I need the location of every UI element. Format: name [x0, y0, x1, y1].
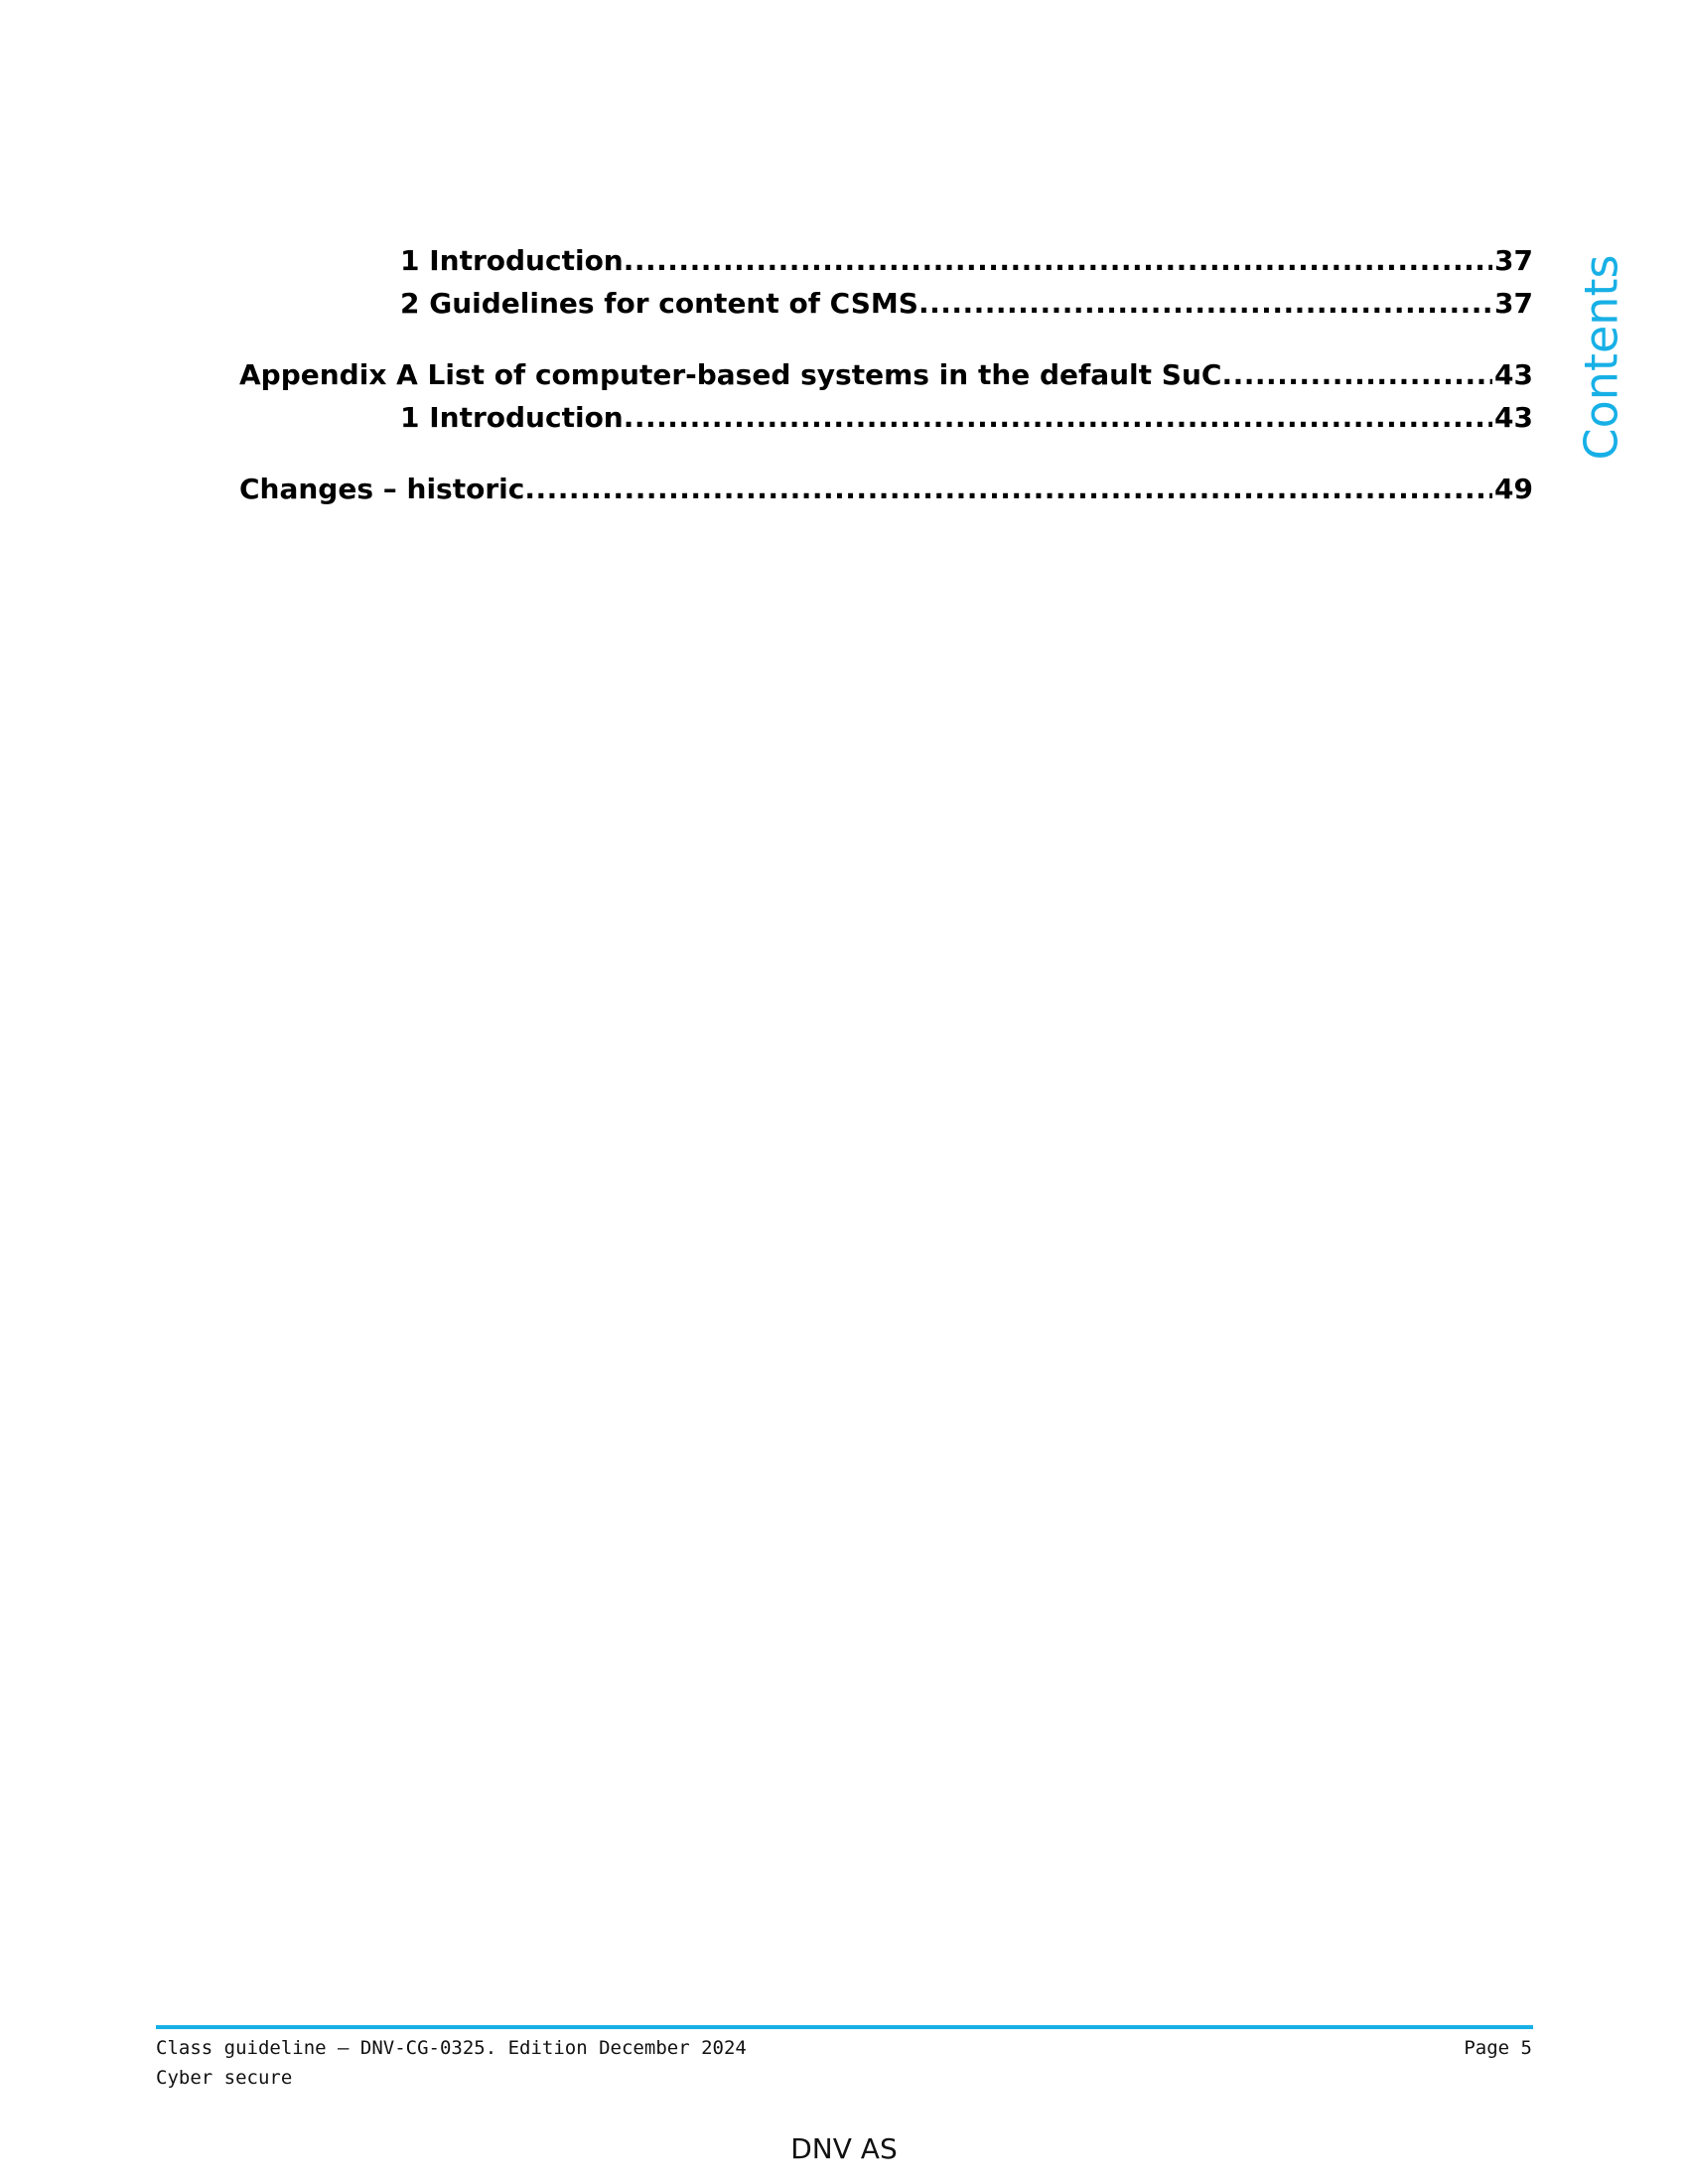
section-tab-contents — [1571, 254, 1630, 461]
toc-entry-page: 37 — [1494, 287, 1533, 320]
toc-entry-page: 49 — [1494, 473, 1533, 505]
toc-entry-label: 1 Introduction — [400, 401, 624, 434]
footer-company-name: DNV AS — [790, 2132, 898, 2165]
toc-leader-dots — [1221, 355, 1492, 395]
toc-entry-label: 1 Introduction — [400, 244, 624, 277]
toc-entry-label: 2 Guidelines for content of CSMS — [400, 287, 918, 320]
toc-entry-page: 43 — [1494, 401, 1533, 434]
toc-leader-dots — [918, 284, 1492, 324]
toc-entry[interactable] — [239, 470, 1533, 509]
footer-page-number: Page 5 — [1464, 2037, 1532, 2059]
toc-entry[interactable] — [400, 284, 1533, 324]
section-tab-label: Contents — [1574, 254, 1628, 461]
toc-entry[interactable] — [400, 241, 1533, 281]
toc-entry-page: 37 — [1494, 244, 1533, 277]
toc-leader-dots — [524, 470, 1492, 509]
toc-entry[interactable] — [400, 398, 1533, 438]
footer-divider — [156, 2025, 1533, 2029]
toc-entry-label: Changes – historic — [239, 473, 525, 505]
toc-entry[interactable] — [239, 355, 1533, 395]
footer-document-line: Class guideline — DNV-CG-0325. Edition December 2024 — [156, 2037, 747, 2059]
toc-entry-label: Appendix A List of computer-based systems in the default SuC — [239, 358, 1222, 391]
toc-leader-dots — [624, 241, 1492, 281]
footer-subtitle: Cyber secure — [156, 2067, 293, 2089]
toc-entry-page: 43 — [1494, 358, 1533, 391]
toc-leader-dots — [624, 398, 1492, 438]
